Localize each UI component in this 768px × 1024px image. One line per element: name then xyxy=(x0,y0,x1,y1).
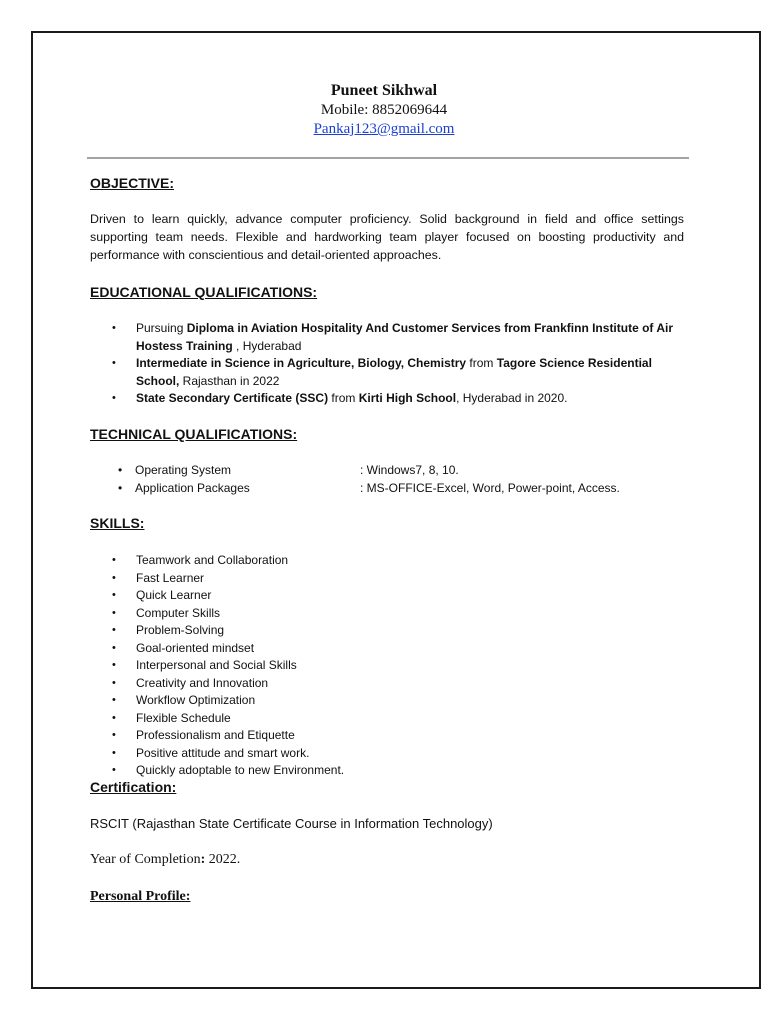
skill-text: Goal-oriented mindset xyxy=(136,640,255,655)
bullet-icon: • xyxy=(118,463,123,477)
education-heading: EDUCATIONAL QUALIFICATIONS: xyxy=(90,284,318,300)
edu-text: , Hyderabad xyxy=(232,338,302,353)
skill-item xyxy=(90,692,344,710)
skill-text: Quickly adoptable to new Environment. xyxy=(136,763,345,777)
certification-heading: Certification: xyxy=(90,779,177,795)
bullet-icon: • xyxy=(112,641,116,654)
skill-item xyxy=(90,640,344,658)
completion-label: Year of Completion xyxy=(90,852,201,867)
bullet-icon: • xyxy=(112,659,116,671)
email-link[interactable]: Pankaj123@gmail.com xyxy=(313,121,455,137)
skills-list xyxy=(90,552,344,780)
edu-bold: Kirti High School xyxy=(358,391,457,405)
skills-heading: SKILLS: xyxy=(90,515,145,531)
edu-text: Rajasthan in 2022 xyxy=(179,373,280,388)
bullet-icon: • xyxy=(112,746,116,759)
skill-item xyxy=(90,622,344,640)
bullet-icon: • xyxy=(112,554,116,566)
bullet-icon: • xyxy=(112,357,116,369)
skill-text: Professionalism and Etiquette xyxy=(136,728,295,742)
completion-line xyxy=(90,852,240,868)
bullet-icon: • xyxy=(112,764,116,776)
technical-heading: TECHNICAL QUALIFICATIONS: xyxy=(90,426,298,442)
skill-text: Creativity and Innovation xyxy=(136,675,269,690)
bullet-icon: • xyxy=(112,571,116,584)
edu-bold: Tagore Science Residential School, xyxy=(136,356,652,388)
skill-text: Flexible Schedule xyxy=(136,710,231,725)
tech-value: : MS-OFFICE-Excel, Word, Power-point, Access. xyxy=(360,481,620,495)
skill-item xyxy=(90,605,344,623)
skill-text: Quick Learner xyxy=(136,588,212,602)
objective-text: Driven to learn quickly, advance computer proficiency. Solid background in field and office settings supporting team needs. Flexible and hardworking team player focused on boosting productivity and performance with conscientious and detail-oriented approaches. xyxy=(90,212,684,262)
bullet-icon: • xyxy=(112,606,116,619)
skill-item xyxy=(90,552,344,570)
education-item xyxy=(90,320,696,355)
completion-colon: : xyxy=(200,852,206,867)
tech-label: Application Packages xyxy=(135,481,250,495)
bullet-icon: • xyxy=(112,624,116,636)
education-item xyxy=(90,355,696,390)
edu-text: , Hyderabad in 2020. xyxy=(456,391,568,405)
skill-text: Teamwork and Collaboration xyxy=(136,553,289,567)
personal-profile-heading: Personal Profile: xyxy=(90,889,191,904)
edu-bold: State Secondary Certificate (SSC) xyxy=(136,391,329,405)
mobile-number: Mobile: 8852069644 xyxy=(320,102,448,118)
edu-text: from xyxy=(466,356,497,370)
bullet-icon: • xyxy=(112,322,116,334)
bullet-icon: • xyxy=(112,729,116,741)
bullet-icon: • xyxy=(112,711,116,724)
skill-item xyxy=(90,570,344,588)
edu-text: Pursuing xyxy=(136,321,187,335)
skill-text: Workflow Optimization xyxy=(136,693,256,707)
bullet-icon: • xyxy=(112,589,116,601)
objective-heading: OBJECTIVE: xyxy=(90,175,175,191)
edu-bold: Intermediate in Science in Agriculture, Biology, Chemistry xyxy=(136,356,467,370)
education-item xyxy=(90,390,696,408)
skill-text: Positive attitude and smart work. xyxy=(136,745,310,760)
bullet-icon: • xyxy=(118,481,123,495)
candidate-name: Puneet Sikhwal xyxy=(330,82,438,99)
tech-label: Operating System xyxy=(135,463,232,477)
certification-course: RSCIT (Rajasthan State Certificate Course in Information Technology) xyxy=(90,816,493,831)
skill-text: Fast Learner xyxy=(136,570,205,585)
completion-year: 2022. xyxy=(205,852,241,867)
bullet-icon: • xyxy=(112,676,116,689)
skill-item xyxy=(90,745,344,763)
skill-item xyxy=(90,587,344,605)
skill-item xyxy=(90,762,344,780)
edu-text: from xyxy=(328,391,359,405)
skill-item xyxy=(90,710,344,728)
edu-bold: Diploma in Aviation Hospitality And Customer Services from Frankfinn Institute of Air Hostess Training xyxy=(136,321,673,353)
skill-text: Interpersonal and Social Skills xyxy=(136,658,297,672)
tech-value: : Windows7, 8, 10. xyxy=(360,463,459,477)
education-list xyxy=(90,320,696,408)
skill-item xyxy=(90,657,344,675)
skill-item xyxy=(90,675,344,693)
skill-text: Computer Skills xyxy=(136,605,221,620)
bullet-icon: • xyxy=(112,392,116,404)
skill-text: Problem-Solving xyxy=(136,623,225,637)
header-divider xyxy=(87,157,689,159)
bullet-icon: • xyxy=(112,694,116,706)
skill-item xyxy=(90,727,344,745)
